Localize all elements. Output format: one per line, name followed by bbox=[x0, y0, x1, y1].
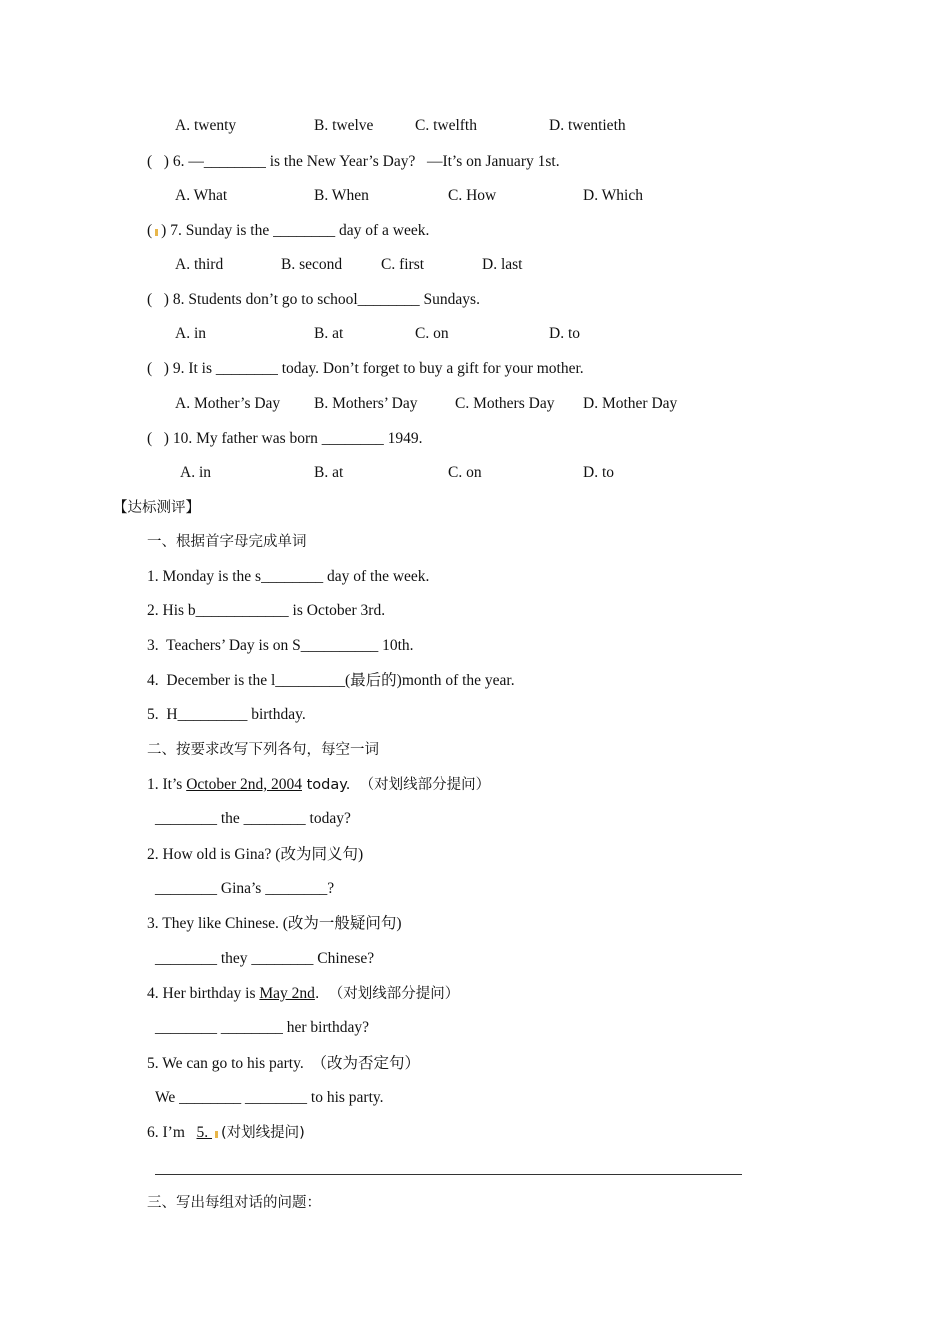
part2-sentence-1 bbox=[147, 775, 490, 795]
part2-sentence-6 bbox=[147, 1123, 305, 1143]
part1-item-2: 2. His b____________ is October 3rd. bbox=[147, 602, 386, 619]
q6-option-d: D. Which bbox=[583, 187, 643, 204]
part2-sentence-4 bbox=[147, 984, 459, 1004]
section-title: 【达标测评】 bbox=[113, 500, 200, 516]
q7-option-b: B. second bbox=[281, 256, 343, 273]
q7-option-a: A. third bbox=[175, 256, 224, 273]
q8-option-b: B. at bbox=[314, 325, 344, 342]
part1-title: 一、根据首字母完成单词 bbox=[147, 534, 307, 550]
q9-option-a: A. Mother’s Day bbox=[175, 395, 281, 412]
part3-title: 三、写出每组对话的问题： bbox=[147, 1195, 321, 1211]
part2-sentence-2: 2. How old is Gina? (改为同义句) bbox=[147, 846, 364, 863]
part2-sentence-3: 3. They like Chinese. (改为一般疑问句) bbox=[147, 915, 402, 932]
q10-stem: ( ) 10. My father was born ________ 1949. bbox=[147, 430, 423, 447]
s1-underlined: October 2nd, 2004 bbox=[186, 776, 302, 793]
s4-prefix: 4. Her birthday is bbox=[147, 985, 260, 1002]
answer-line bbox=[155, 1174, 742, 1175]
q9-stem: ( ) 9. It is ________ today. Don’t forget to buy a gift for your mother. bbox=[147, 360, 584, 377]
s6-prefix: 6. I’m bbox=[147, 1124, 197, 1141]
q7-stem-paren: ( bbox=[147, 222, 153, 239]
q8-option-d: D. to bbox=[549, 325, 580, 342]
q8-option-a: A. in bbox=[175, 325, 206, 342]
part2-answer-3: ________ they ________ Chinese? bbox=[155, 950, 375, 967]
q9-option-c: C. Mothers Day bbox=[455, 395, 555, 412]
part1-item-4: 4. December is the l_________(最后的)month of the year. bbox=[147, 672, 515, 689]
q6-stem: ( ) 6. —________ is the New Year’s Day? —It’s on January 1st. bbox=[147, 153, 560, 170]
q8-stem: ( ) 8. Students don’t go to school________ Sundays. bbox=[147, 291, 480, 308]
q10-option-d: D. to bbox=[583, 464, 614, 481]
q9-option-b: B. Mothers’ Day bbox=[314, 395, 418, 412]
part2-answer-5: We ________ ________ to his party. bbox=[155, 1089, 384, 1106]
q7-option-c: C. first bbox=[381, 256, 425, 273]
q6-option-c: C. How bbox=[448, 187, 497, 204]
s1-suffix: today. （对划线部分提问） bbox=[301, 777, 491, 793]
s4-underlined: May 2nd bbox=[259, 985, 315, 1002]
q10-option-c: C. on bbox=[448, 464, 482, 481]
q5-option-b: B. twelve bbox=[314, 117, 374, 134]
s1-prefix: 1. It’s bbox=[147, 776, 187, 793]
q6-option-a: A. What bbox=[175, 187, 228, 204]
part1-item-5: 5. H_________ birthday. bbox=[147, 706, 306, 723]
s6-underlined: 5. bbox=[196, 1124, 213, 1141]
part2-answer-1: ________ the ________ today? bbox=[155, 810, 351, 827]
q10-option-a: A. in bbox=[180, 464, 211, 481]
part2-sentence-5: 5. We can go to his party. （改为否定句） bbox=[147, 1055, 420, 1072]
part2-answer-2: ________ Gina’s ________? bbox=[155, 880, 335, 897]
q7-option-d: D. last bbox=[482, 256, 523, 273]
q10-option-b: B. at bbox=[314, 464, 344, 481]
part1-item-3: 3. Teachers’ Day is on S__________ 10th. bbox=[147, 637, 414, 654]
s4-suffix: . （对划线部分提问） bbox=[314, 986, 460, 1002]
q6-option-b: B. When bbox=[314, 187, 369, 204]
answer-mark bbox=[155, 229, 158, 236]
q5-option-c: C. twelfth bbox=[415, 117, 477, 134]
q5-option-d: D. twentieth bbox=[549, 117, 626, 134]
part2-answer-4: ________ ________ her birthday? bbox=[155, 1019, 369, 1036]
s6-suffix: (对划线提问) bbox=[221, 1125, 305, 1141]
q7-stem bbox=[147, 221, 429, 241]
q9-option-d: D. Mother Day bbox=[583, 395, 678, 412]
q8-option-c: C. on bbox=[415, 325, 449, 342]
part1-item-1: 1. Monday is the s________ day of the week. bbox=[147, 568, 430, 585]
answer-mark-2 bbox=[215, 1131, 218, 1138]
q7-stem-text: ) 7. Sunday is the ________ day of a week. bbox=[161, 222, 430, 239]
q5-option-a: A. twenty bbox=[175, 117, 237, 134]
part2-title: 二、按要求改写下列各句，每空一词 bbox=[147, 742, 379, 758]
